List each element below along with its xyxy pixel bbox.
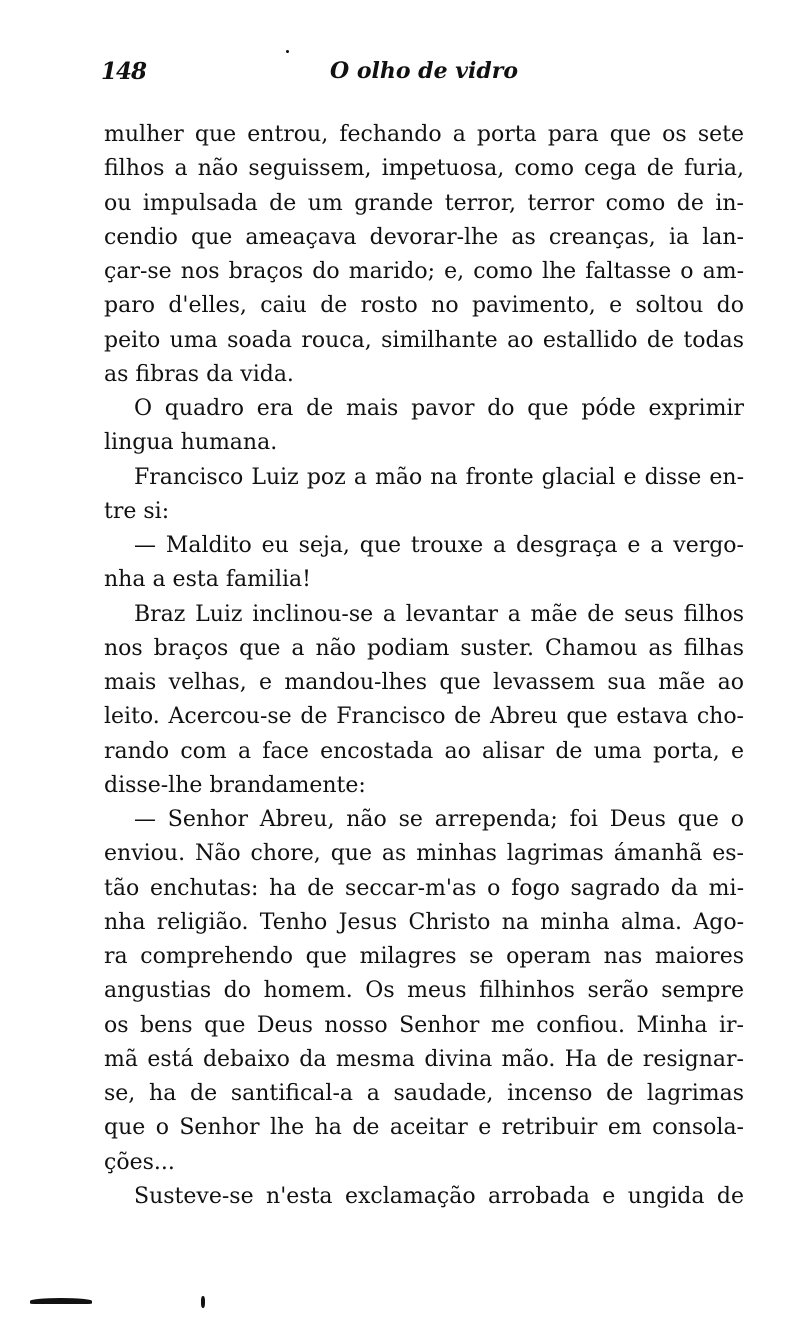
text-line: se, ha de santifical-a a saudade, incenso de lagrimas bbox=[104, 1081, 744, 1106]
text-line: peito uma soada rouca, similhante ao estallido de todas bbox=[104, 327, 744, 353]
text-line: O quadro era de mais pavor do que póde exprimir bbox=[134, 396, 744, 421]
text-line: tão enchutas: ha de seccar-m'as o fogo sagrado da mi- bbox=[104, 875, 744, 901]
ink-speck-mark bbox=[201, 1296, 205, 1308]
ink-smudge-mark bbox=[30, 1298, 92, 1304]
text-line: Susteve-se n'esta exclamação arrobada e ungida de bbox=[134, 1183, 744, 1209]
text-line: os bens que Deus nosso Senhor me confiou. Minha ir- bbox=[104, 1012, 744, 1038]
text-line: filhos a não seguissem, impetuosa, como cega de furia, bbox=[104, 156, 744, 182]
text-line: enviou. Não chore, que as minhas lagrimas ámanhã es- bbox=[104, 841, 744, 867]
text-line: leito. Acercou-se de Francisco de Abreu que estava cho- bbox=[104, 704, 744, 730]
text-line: mã está debaixo da mesma divina mão. Ha de resignar- bbox=[104, 1046, 744, 1072]
text-line: mulher que entrou, fechando a porta para que os sete bbox=[104, 122, 744, 147]
text-line: nha religião. Tenho Jesus Christo na minha alma. Ago- bbox=[104, 909, 744, 935]
text-line: ções... bbox=[104, 1149, 175, 1175]
text-line: — Senhor Abreu, não se arrependa; foi Deus que o bbox=[134, 807, 744, 832]
text-line: mais velhas, e mandou-lhes que levassem sua mãe ao bbox=[104, 670, 744, 695]
text-line: — Maldito eu seja, que trouxe a desgraça e a vergo- bbox=[134, 533, 744, 558]
text-line: cendio que ameaçava devorar-lhe as creanças, ia lan- bbox=[104, 224, 744, 250]
text-line: ra comprehendo que milagres se operam nas maiores bbox=[104, 944, 744, 969]
page-header bbox=[0, 58, 800, 94]
text-line: Braz Luiz inclinou-se a levantar a mãe de seus filhos bbox=[134, 601, 744, 627]
ink-dot-mark bbox=[286, 50, 289, 53]
running-title: O olho de vidro bbox=[330, 58, 519, 84]
page-number: 148 bbox=[101, 58, 147, 85]
text-line: disse-lhe brandamente: bbox=[104, 772, 366, 798]
text-line: lingua humana. bbox=[104, 430, 278, 456]
text-line: rando com a face encostada ao alisar de uma porta, e bbox=[104, 738, 744, 764]
text-line: que o Senhor lhe ha de aceitar e retribuir em consola- bbox=[104, 1115, 744, 1141]
text-line: as fibras da vida. bbox=[104, 361, 294, 387]
text-line: nos braços que a não podiam suster. Chamou as filhas bbox=[104, 635, 744, 661]
text-line: Francisco Luiz poz a mão na fronte glacial e disse en- bbox=[134, 464, 744, 490]
body-text bbox=[104, 118, 744, 1214]
text-line: çar-se nos braços do marido; e, como lhe faltasse o am- bbox=[104, 259, 744, 284]
text-line: nha a esta familia! bbox=[104, 567, 312, 593]
text-line: angustias do homem. Os meus filhinhos serão sempre bbox=[104, 978, 744, 1004]
text-line: paro d'elles, caiu de rosto no pavimento, e soltou do bbox=[104, 293, 744, 319]
text-line: tre si: bbox=[104, 498, 170, 524]
text-line: ou impulsada de um grande terror, terror como de in- bbox=[104, 190, 744, 216]
